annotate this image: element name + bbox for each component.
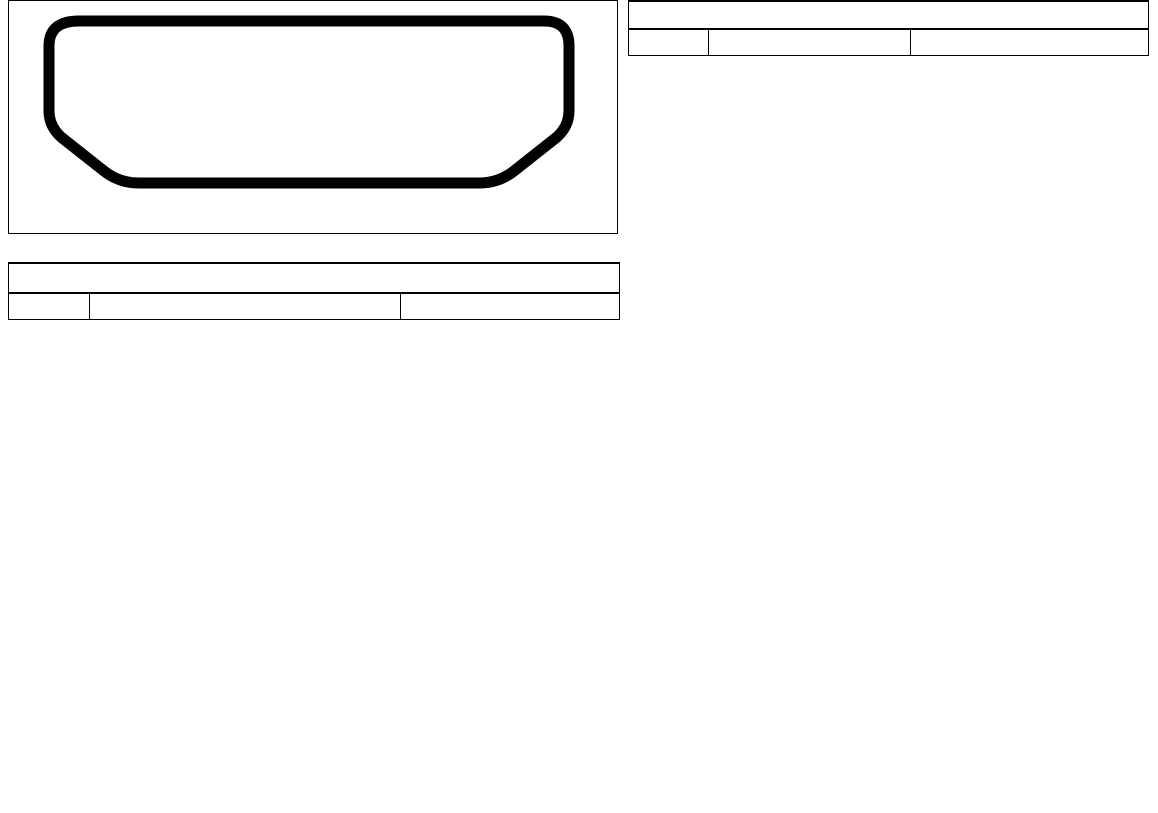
hdmi-connector-drawing <box>9 1 619 235</box>
type-b-pin-header <box>629 29 709 55</box>
connector-outline <box>49 21 569 183</box>
type-a-description-header <box>401 293 620 319</box>
type-b-pinout-table <box>628 0 1149 56</box>
type-b-description-header <box>911 29 1149 55</box>
type-b-table-title <box>629 1 1149 29</box>
type-a-pin-header <box>9 293 90 319</box>
type-b-signal-header <box>709 29 911 55</box>
type-a-signal-header <box>90 293 401 319</box>
type-a-table-title <box>9 263 620 293</box>
hdmi-connector-diagram <box>8 0 618 234</box>
type-a-pinout-table <box>8 262 620 320</box>
